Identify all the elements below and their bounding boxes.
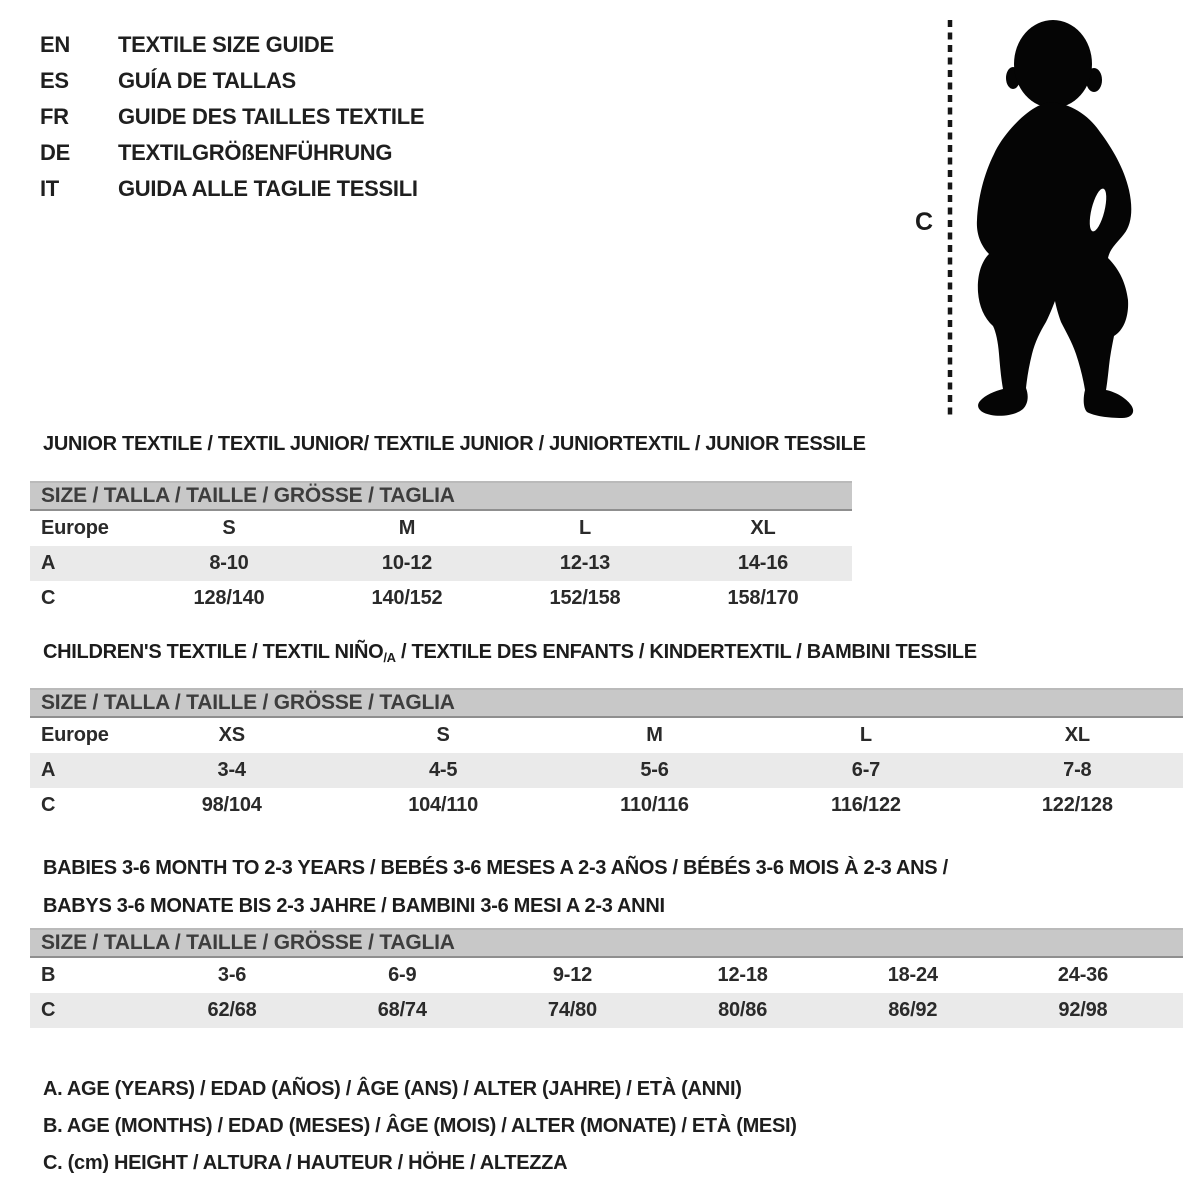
size-cell: 24-36 [1057, 964, 1109, 986]
table-row [30, 993, 1183, 1028]
babies-size-table [30, 928, 1183, 1028]
size-cell: 10-12 [381, 552, 433, 574]
babies-section-heading [43, 849, 948, 925]
children-section-heading [43, 641, 977, 665]
size-cell: 74/80 [547, 999, 597, 1021]
language-row [40, 99, 424, 135]
junior-section-heading: JUNIOR TEXTILE / TEXTIL JUNIOR/ TEXTILE JUNIOR / JUNIORTEXTIL / JUNIOR TESSILE [43, 433, 866, 455]
table-row [30, 511, 852, 546]
language-row [40, 171, 424, 207]
table-row [30, 788, 1183, 823]
guide-title: GUIDE DES TAILLES TEXTILE [118, 104, 425, 129]
size-cell: 68/74 [377, 999, 427, 1021]
size-cell: 4-5 [428, 759, 458, 781]
size-cell: 7-8 [1063, 759, 1092, 781]
language-row [40, 135, 424, 171]
size-cell: 6-7 [851, 759, 881, 781]
legend-line-c: C. (cm) HEIGHT / ALTURA / HAUTEUR / HÖHE / ALTEZZA [43, 1152, 568, 1174]
guide-title: TEXTILE SIZE GUIDE [118, 32, 334, 57]
size-cell: 122/128 [1041, 794, 1113, 816]
row-label: A [41, 759, 56, 781]
size-header-bar: SIZE / TALLA / TAILLE / GRÖSSE / TAGLIA [30, 481, 852, 511]
size-cell: M [398, 517, 416, 539]
guide-title: TEXTILGRÖßENFÜHRUNG [118, 140, 393, 165]
height-measure-label: C [915, 208, 934, 236]
children-heading-suffix: / TEXTILE DES ENFANTS / KINDERTEXTIL / BAMBINI TESSILE [395, 641, 977, 663]
size-cell: L [578, 517, 592, 539]
language-row [40, 63, 424, 99]
row-label: Europe [41, 724, 109, 746]
measure-legend [43, 1071, 797, 1182]
language-title-list [40, 27, 424, 207]
size-cell: 62/68 [207, 999, 257, 1021]
guide-title: GUÍA DE TALLAS [118, 68, 296, 93]
size-cell: 3-4 [217, 759, 246, 781]
table-row [30, 958, 1183, 993]
toddler-silhouette-icon [898, 18, 1138, 420]
size-cell: 14-16 [737, 552, 789, 574]
size-cell: 80/86 [718, 999, 768, 1021]
size-cell: 6-9 [388, 964, 417, 986]
size-cell: 140/152 [371, 587, 443, 609]
language-code: DE [40, 140, 70, 165]
language-code: IT [40, 176, 59, 201]
size-cell: XS [218, 724, 245, 746]
legend-line-b: B. AGE (MONTHS) / EDAD (MESES) / ÂGE (MOIS) / ALTER (MONATE) / ETÀ (MESI) [43, 1115, 797, 1137]
size-cell: 12-13 [559, 552, 611, 574]
row-label: A [41, 552, 56, 574]
language-code: ES [40, 68, 69, 93]
size-cell: S [436, 724, 450, 746]
size-cell: 110/116 [620, 794, 689, 816]
size-cell: XL [1064, 724, 1090, 746]
size-cell: 98/104 [201, 794, 262, 816]
junior-size-table [30, 481, 852, 616]
children-size-table [30, 688, 1183, 823]
size-cell: 158/170 [727, 587, 799, 609]
row-label: C [41, 794, 56, 816]
children-heading-sub: /A [383, 650, 396, 665]
children-heading-prefix: CHILDREN'S TEXTILE / TEXTIL NIÑO [43, 641, 384, 663]
table-row [30, 581, 852, 616]
size-cell: M [646, 724, 663, 746]
row-label: B [41, 964, 56, 986]
row-label: C [41, 999, 56, 1021]
table-row [30, 546, 852, 581]
size-cell: 8-10 [209, 552, 249, 574]
size-header-bar: SIZE / TALLA / TAILLE / GRÖSSE / TAGLIA [30, 688, 1183, 718]
table-row [30, 718, 1183, 753]
size-cell: 3-6 [217, 964, 247, 986]
babies-heading-line2: BABYS 3-6 MONATE BIS 2-3 JAHRE / BAMBINI 3-6 MESI A 2-3 ANNI [43, 895, 665, 917]
guide-title: GUIDA ALLE TAGLIE TESSILI [118, 176, 418, 201]
size-cell: S [222, 517, 236, 539]
babies-heading-line1: BABIES 3-6 MONTH TO 2-3 YEARS / BEBÉS 3-6 MESES A 2-3 AÑOS / BÉBÉS 3-6 MOIS À 2-3 ANS / [43, 857, 948, 879]
size-cell: 18-24 [887, 964, 938, 986]
size-cell: 86/92 [888, 999, 938, 1021]
size-cell: 116/122 [831, 794, 901, 816]
language-code: FR [40, 104, 69, 129]
size-cell: 128/140 [193, 587, 265, 609]
row-label: Europe [41, 517, 109, 539]
table-row [30, 753, 1183, 788]
size-cell: 5-6 [640, 759, 669, 781]
language-row [40, 27, 424, 63]
size-header-bar: SIZE / TALLA / TAILLE / GRÖSSE / TAGLIA [30, 928, 1183, 958]
size-cell: 92/98 [1058, 999, 1108, 1021]
size-cell: 152/158 [549, 587, 621, 609]
legend-line-a: A. AGE (YEARS) / EDAD (AÑOS) / ÂGE (ANS) / ALTER (JAHRE) / ETÀ (ANNI) [43, 1078, 742, 1100]
size-cell: L [859, 724, 872, 746]
size-cell: 104/110 [408, 794, 478, 816]
size-cell: 12-18 [717, 964, 768, 986]
size-cell: 9-12 [552, 964, 593, 986]
language-code: EN [40, 32, 70, 57]
row-label: C [41, 587, 56, 609]
size-cell: XL [750, 517, 776, 539]
